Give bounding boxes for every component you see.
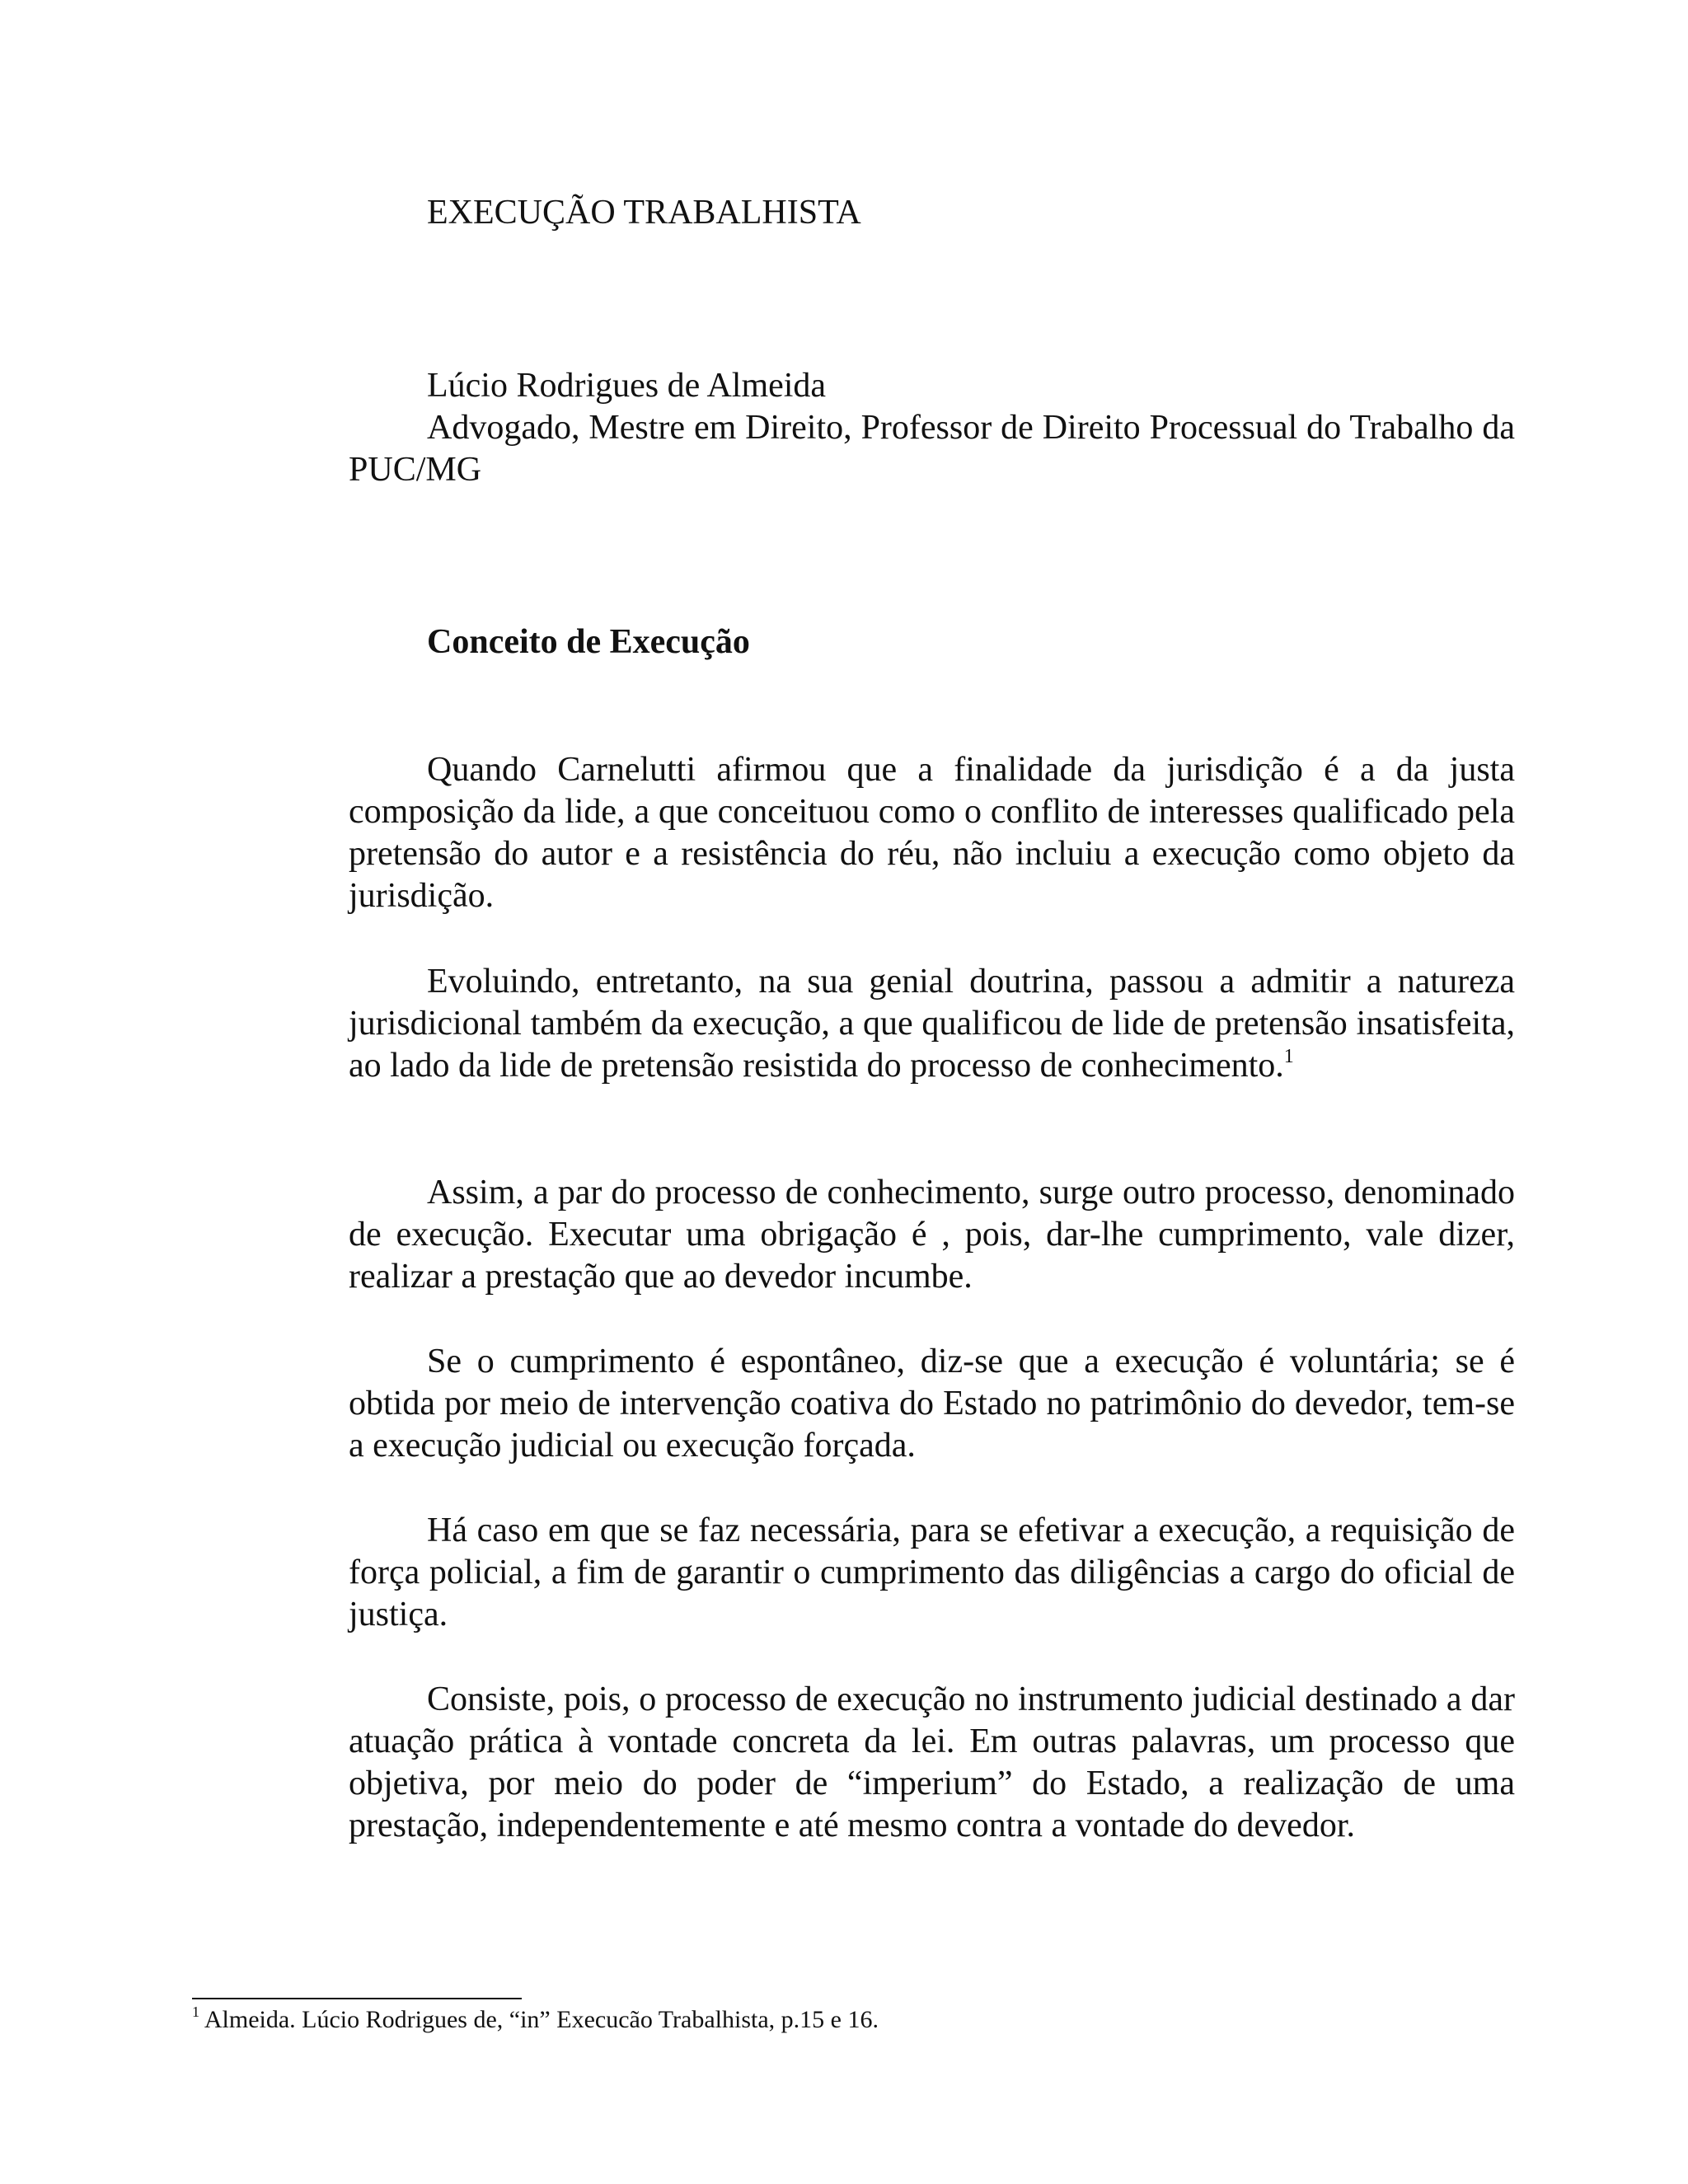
section-heading: Conceito de Execução	[427, 623, 750, 661]
paragraph-3: Assim, a par do processo de conhecimento, surge outro processo, denominado de execução. Executar uma obrigação é , pois, dar-lhe cumprimento, vale dizer, realizar a prestação que ao devedor incumbe.	[349, 1174, 1515, 1296]
author-name: Lúcio Rodrigues de Almeida	[427, 367, 827, 405]
footnote-divider	[192, 1998, 522, 1999]
paragraph-5: Há caso em que se faz necessária, para se efetivar a execução, a requisição de força policial, a fim de garantir o cumprimento das diligências a cargo do oficial de justiça.	[349, 1511, 1515, 1633]
paragraph-1: Quando Carnelutti afirmou que a finalidade da jurisdição é a da justa composição da lide, a que conceituou como o conflito de interesses qualificado pela pretensão do autor e a resistência do réu, não incluiu a execução como objeto da jurisdição.	[349, 751, 1515, 915]
author-description: Advogado, Mestre em Direito, Professor de Direito Processual do Trabalho da PUC/MG	[349, 409, 1515, 489]
paragraph-2	[349, 961, 1515, 1087]
paragraph-6: Consiste, pois, o processo de execução no instrumento judicial destinado a dar atuação prática à vontade concreta da lei. Em outras palavras, um processo que objetiva, por meio do poder de “imperium” do Estado, a realização de uma prestação, independentemente e até mesmo contra a vontade do devedor.	[349, 1680, 1515, 1844]
paragraph-4: Se o cumprimento é espontâneo, diz-se que a execução é voluntária; se é obtida por meio de intervenção coativa do Estado no patrimônio do devedor, tem-se a execução judicial ou execução forçada.	[349, 1343, 1515, 1465]
paragraph-2-text: Evoluindo, entretanto, na sua genial doutrina, passou a admitir a natureza jurisdicional também da execução, a que qualificou de lide de pretensão insatisfeita, ao lado da lide de pretensão resistida do processo de conhecimento.	[349, 963, 1515, 1085]
footnote-reference: 1	[1283, 1046, 1294, 1067]
footnote	[192, 2004, 1511, 2036]
footnote-marker: 1	[192, 2004, 199, 2020]
footnote-text: Almeida. Lúcio Rodrigues de, “in” Execucão Trabalhista, p.15 e 16.	[204, 2006, 879, 2033]
document-title: EXECUÇÃO TRABALHISTA	[427, 194, 861, 232]
